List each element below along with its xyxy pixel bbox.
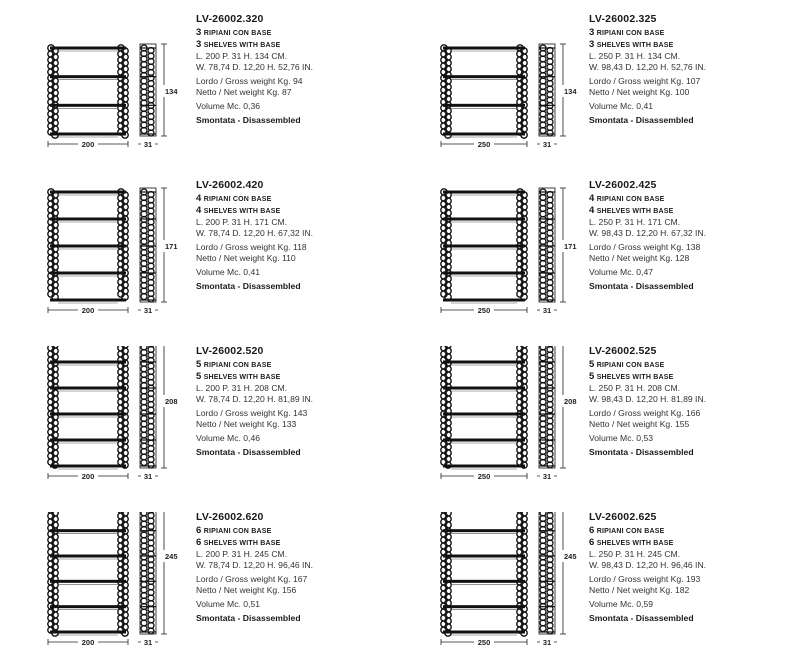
side-view [537,44,579,149]
height-dimension-label: 245 [165,552,178,561]
depth-dimension-label: 31 [542,472,552,481]
width-dimension-label: 200 [81,306,95,315]
volume: Volume Mc. 0,41 [589,101,654,111]
volume: Volume Mc. 0,41 [196,267,261,277]
shelves-count: 6 [196,525,202,536]
front-view [441,512,527,647]
net-weight: Netto / Net weight Kg. 155 [589,419,690,429]
height-dimension-label: 171 [564,242,577,251]
front-view [48,45,128,149]
shelves-count: 6 [589,537,595,548]
product-block [8,346,398,496]
shelves-italian [589,27,789,39]
shelves-italian-text: RIPIANI CON BASE [203,196,272,203]
shelves-italian [196,525,396,537]
width-dimension-label: 200 [81,140,95,149]
gross-weight: Lordo / Gross weight Kg. 94 [196,76,303,86]
shelves-english-text: SHELVES WITH BASE [596,42,674,49]
volume: Volume Mc. 0,46 [196,433,261,443]
shelves-english [196,371,396,383]
height-dimension-label: 171 [165,242,178,251]
net-weight: Netto / Net weight Kg. 133 [196,419,297,429]
shelves-italian [589,193,789,205]
depth-dimension-label: 31 [143,472,153,481]
shelves-english [196,39,396,51]
side-view [537,346,579,481]
product-block [401,346,791,496]
shelves-count: 4 [196,205,202,216]
shelves-english-text: SHELVES WITH BASE [596,540,674,547]
shelves-italian-text: RIPIANI CON BASE [596,362,665,369]
depth-dimension-label: 31 [143,638,153,647]
dimensions-in: W. 78,74 D. 12,20 H. 81,89 IN. [196,394,314,404]
shelves-count: 5 [196,371,202,382]
product-code: LV-26002.525 [589,345,657,357]
dimensions-cm: L. 200 P. 31 H. 245 CM. [196,549,288,559]
gross-weight: Lordo / Gross weight Kg. 193 [589,574,701,584]
side-view [138,346,180,481]
front-view [441,189,527,315]
shelves-english [589,371,789,383]
shelves-english-text: SHELVES WITH BASE [203,374,281,381]
shelves-count: 4 [589,205,595,216]
shelves-italian [589,359,789,371]
volume: Volume Mc. 0,53 [589,433,654,443]
side-view [537,188,579,315]
width-dimension-label: 250 [477,472,491,481]
dimensions-in: W. 98,43 D. 12,20 H. 81,89 IN. [589,394,707,404]
front-view [48,346,128,481]
assembly-status: Smontata - Disassembled [589,613,694,623]
dimensions-in: W. 78,74 D. 12,20 H. 67,32 IN. [196,228,314,238]
shelving-drawing [401,180,586,330]
front-view [441,45,527,149]
shelves-italian-text: RIPIANI CON BASE [203,30,272,37]
front-view [48,512,128,647]
gross-weight: Lordo / Gross weight Kg. 166 [589,408,701,418]
side-view [138,44,180,149]
front-view [441,346,527,481]
shelves-italian [196,193,396,205]
side-view [138,512,180,647]
shelving-drawing [401,14,586,164]
dimensions-in: W. 78,74 D. 12,20 H. 52,76 IN. [196,62,314,72]
shelves-english-text: SHELVES WITH BASE [203,540,281,547]
assembly-status: Smontata - Disassembled [589,115,694,125]
height-dimension-label: 134 [564,87,577,96]
shelves-english-text: SHELVES WITH BASE [596,374,674,381]
dimensions-cm: L. 250 P. 31 H. 171 CM. [589,217,681,227]
shelves-count: 4 [196,193,202,204]
net-weight: Netto / Net weight Kg. 156 [196,585,297,595]
shelves-count: 4 [589,193,595,204]
width-dimension-label: 250 [477,140,491,149]
dimensions-in: W. 98,43 D. 12,20 H. 67,32 IN. [589,228,707,238]
dimensions-cm: L. 250 P. 31 H. 245 CM. [589,549,681,559]
gross-weight: Lordo / Gross weight Kg. 138 [589,242,701,252]
depth-dimension-label: 31 [143,306,153,315]
height-dimension-label: 208 [165,397,178,406]
dimensions-cm: L. 250 P. 31 H. 134 CM. [589,51,681,61]
shelves-count: 5 [589,371,595,382]
shelves-english [589,205,789,217]
product-specs [589,14,789,126]
width-dimension-label: 200 [81,472,95,481]
width-dimension-label: 250 [477,306,491,315]
depth-dimension-label: 31 [542,140,552,149]
volume: Volume Mc. 0,36 [196,101,261,111]
depth-dimension-label: 31 [143,140,153,149]
net-weight: Netto / Net weight Kg. 100 [589,87,690,97]
depth-dimension-label: 31 [542,306,552,315]
dimensions-cm: L. 250 P. 31 H. 208 CM. [589,383,681,393]
shelves-italian [196,27,396,39]
shelves-count: 5 [589,359,595,370]
product-code: LV-26002.420 [196,179,264,191]
shelves-count: 3 [196,27,202,38]
product-block [8,180,398,330]
height-dimension-label: 245 [564,552,577,561]
shelves-english [589,39,789,51]
shelving-drawing [401,346,586,496]
shelves-english [589,537,789,549]
volume: Volume Mc. 0,47 [589,267,654,277]
assembly-status: Smontata - Disassembled [196,447,301,457]
product-specs [196,346,396,458]
shelves-count: 6 [196,537,202,548]
shelves-count: 3 [589,27,595,38]
assembly-status: Smontata - Disassembled [196,613,301,623]
shelves-count: 6 [589,525,595,536]
product-block [8,512,398,662]
shelves-italian-text: RIPIANI CON BASE [596,196,665,203]
side-view [537,512,579,647]
product-code: LV-26002.320 [196,13,264,25]
product-block [401,512,791,662]
shelves-english-text: SHELVES WITH BASE [203,208,281,215]
shelves-italian-text: RIPIANI CON BASE [596,528,665,535]
shelving-drawing [8,14,193,164]
assembly-status: Smontata - Disassembled [196,281,301,291]
product-specs [196,512,396,624]
shelves-english-text: SHELVES WITH BASE [203,42,281,49]
shelves-count: 3 [589,39,595,50]
dimensions-cm: L. 200 P. 31 H. 208 CM. [196,383,288,393]
gross-weight: Lordo / Gross weight Kg. 107 [589,76,701,86]
front-view [48,189,128,315]
product-code: LV-26002.325 [589,13,657,25]
shelves-italian [589,525,789,537]
product-specs [196,14,396,126]
product-code: LV-26002.620 [196,511,264,523]
product-specs [196,180,396,292]
side-view [138,188,180,315]
shelving-drawing [8,180,193,330]
product-block [401,180,791,330]
shelving-drawing [8,346,193,496]
product-specs [589,180,789,292]
net-weight: Netto / Net weight Kg. 128 [589,253,690,263]
net-weight: Netto / Net weight Kg. 182 [589,585,690,595]
shelves-english-text: SHELVES WITH BASE [596,208,674,215]
width-dimension-label: 200 [81,638,95,647]
assembly-status: Smontata - Disassembled [196,115,301,125]
shelves-italian-text: RIPIANI CON BASE [203,362,272,369]
assembly-status: Smontata - Disassembled [589,447,694,457]
product-specs [589,346,789,458]
height-dimension-label: 208 [564,397,577,406]
product-code: LV-26002.425 [589,179,657,191]
product-block [401,14,791,164]
shelving-drawing [8,512,193,662]
gross-weight: Lordo / Gross weight Kg. 143 [196,408,308,418]
product-specs [589,512,789,624]
gross-weight: Lordo / Gross weight Kg. 167 [196,574,308,584]
shelves-italian-text: RIPIANI CON BASE [203,528,272,535]
dimensions-in: W. 98,43 D. 12,20 H. 52,76 IN. [589,62,707,72]
shelving-drawing [401,512,586,662]
net-weight: Netto / Net weight Kg. 87 [196,87,292,97]
width-dimension-label: 250 [477,638,491,647]
shelves-italian-text: RIPIANI CON BASE [596,30,665,37]
product-code: LV-26002.625 [589,511,657,523]
shelves-english [196,205,396,217]
volume: Volume Mc. 0,59 [589,599,654,609]
depth-dimension-label: 31 [542,638,552,647]
gross-weight: Lordo / Gross weight Kg. 118 [196,242,307,252]
shelves-count: 3 [196,39,202,50]
product-block [8,14,398,164]
dimensions-cm: L. 200 P. 31 H. 171 CM. [196,217,288,227]
height-dimension-label: 134 [165,87,178,96]
dimensions-in: W. 98,43 D. 12,20 H. 96,46 IN. [589,560,707,570]
assembly-status: Smontata - Disassembled [589,281,694,291]
product-code: LV-26002.520 [196,345,264,357]
net-weight: Netto / Net weight Kg. 110 [196,253,296,263]
volume: Volume Mc. 0,51 [196,599,261,609]
dimensions-in: W. 78,74 D. 12,20 H. 96,46 IN. [196,560,314,570]
shelves-english [196,537,396,549]
dimensions-cm: L. 200 P. 31 H. 134 CM. [196,51,288,61]
shelves-count: 5 [196,359,202,370]
shelves-italian [196,359,396,371]
